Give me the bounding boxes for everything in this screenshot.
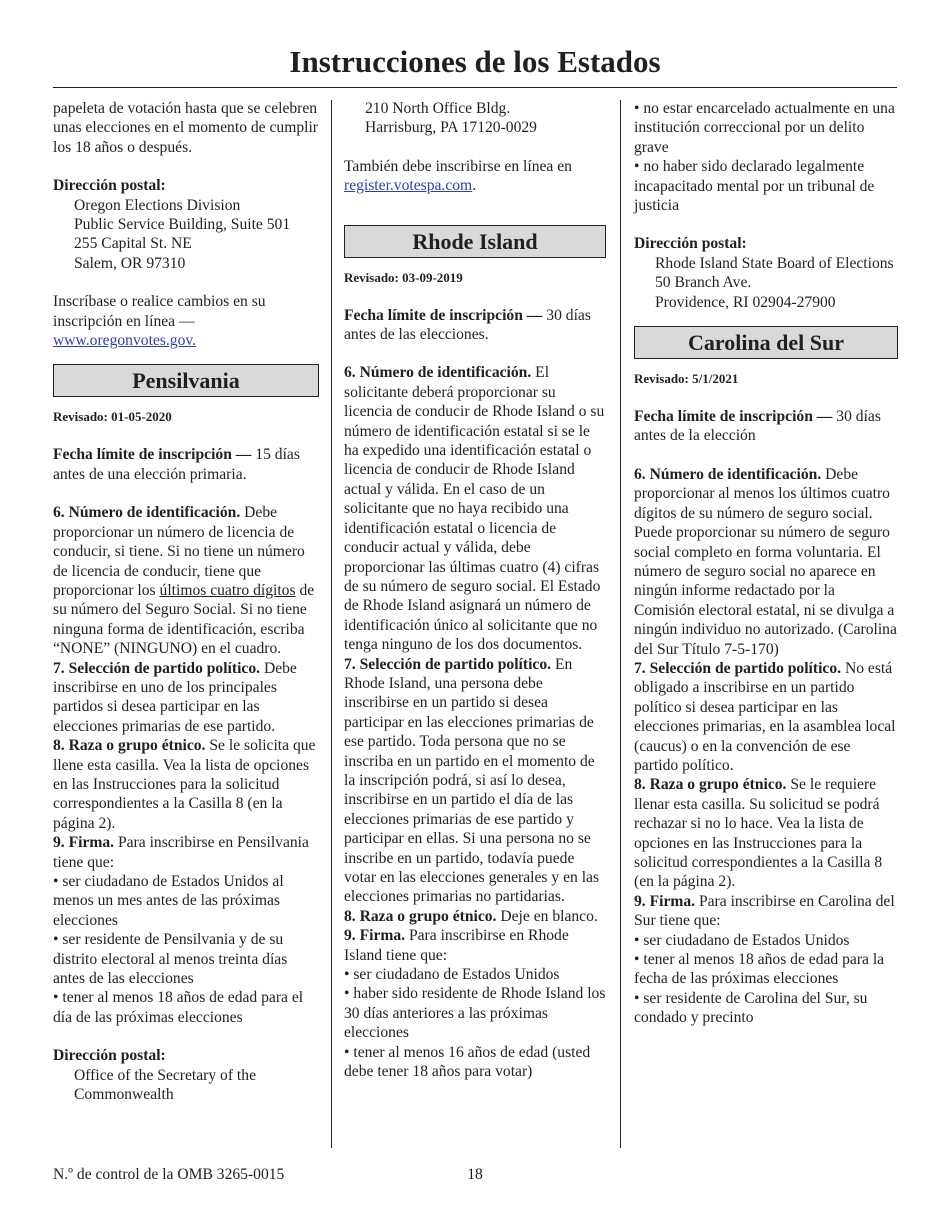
requirement-item: • ser residente de Carolina del Sur, su condado y precinto: [634, 989, 868, 1027]
mail-label: Dirección postal:: [53, 1047, 166, 1065]
party-section: 7. Selección de partido político. Debe inscribirse en uno de los principales partidos si desea participar en las elecciones primarias de ese partido.: [53, 659, 297, 735]
oregon-votes-link[interactable]: www.oregonvotes.gov.: [53, 332, 197, 350]
requirement-item: • ser ciudadano de Estados Unidos al menos un mes antes de las próximas elecciones: [53, 873, 284, 929]
deadline: Fecha límite de inscripción — 30 días antes de la elección: [634, 408, 881, 445]
party-section: 7. Selección de partido político. No está obligado a inscribirse en un partido político si desea participar en las elecciones primarias, en la asamblea local (caucus) o en la convención de ese partido político.: [634, 659, 896, 774]
address-line: Office of the Secretary of the Commonwealth: [74, 1066, 256, 1104]
votespa-link[interactable]: register.votespa.com: [344, 177, 473, 195]
requirement-item: • tener al menos 18 años de edad para el día de las próximas elecciones: [53, 989, 304, 1026]
deadline: Fecha límite de inscripción — 15 días antes de una elección primaria.: [53, 446, 300, 483]
id-number-section: 6. Número de identificación. Debe proporcionar un número de licencia de conducir, si tiene. Si no tiene un número de licencia de conducir, tiene que proporcionar los últimos cuatro dígitos de su número del Seguro Social. Si no tiene ninguna forma de identificación, escriba “NONE” (NINGUNO) en el cuadro.: [53, 504, 315, 658]
mail-label: Dirección postal:: [634, 235, 747, 253]
mail-label: Dirección postal:: [53, 177, 166, 195]
revised-date: Revisado: 01-05-2020: [53, 409, 172, 425]
title-rule: [53, 87, 897, 88]
pa-mail-address-cont: [344, 99, 606, 138]
ri-mail-address: [634, 254, 898, 312]
column-2: [344, 99, 606, 1081]
revised-date: Revisado: 5/1/2021: [634, 371, 739, 387]
requirement-item: • no estar encarcelado actualmente en una institución correccional por un delito grave: [634, 100, 895, 156]
address-line: Salem, OR 97310: [74, 254, 186, 272]
race-section: 8. Raza o grupo étnico. Se le solicita que llene esta casilla. Vea la lista de opciones en las Instrucciones para la solicitud correspondientes a la Casilla 8 (en la página 2).: [53, 737, 316, 832]
signature-section: 9. Firma. Para inscribirse en Pensilvania tiene que:: [53, 834, 309, 871]
requirement-item: • ser ciudadano de Estados Unidos: [344, 966, 560, 984]
requirement-item: • haber sido residente de Rhode Island los 30 días anteriores a las próximas elecciones: [344, 985, 606, 1042]
column-divider: [331, 100, 332, 1148]
requirement-item: • tener al menos 16 años de edad (usted debe tener 18 años para votar): [344, 1043, 591, 1081]
address-line: Rhode Island State Board of Elections: [655, 254, 894, 272]
column-divider: [620, 100, 621, 1148]
address-line: 255 Capital St. NE: [74, 235, 192, 253]
state-heading-rhode-island: Rhode Island: [344, 225, 606, 258]
address-line: Oregon Elections Division: [74, 196, 241, 214]
race-section: 8. Raza o grupo étnico. Se le requiere llenar esta casilla. Su solicitud se podrá rechazar si no lo hace. Vea la lista de opciones en las Instrucciones para la solicitud correspondientes a la Casilla 8 (en la página 2).: [634, 776, 883, 891]
state-heading-pennsylvania: Pensilvania: [53, 364, 319, 397]
requirement-item: • ser ciudadano de Estados Unidos: [634, 931, 850, 949]
column-3: [634, 99, 898, 1028]
address-line: 210 North Office Bldg.: [365, 100, 511, 117]
requirement-item: • ser residente de Pensilvania y de su distrito electoral al menos treinta días antes de las elecciones: [53, 931, 288, 988]
pa-online-text: También debe inscribirse en línea en register.votespa.com.: [344, 157, 572, 195]
address-line: Harrisburg, PA 17120-0029: [365, 119, 537, 137]
signature-section: 9. Firma. Para inscribirse en Rhode Island tiene que:: [344, 927, 569, 964]
requirement-item: • tener al menos 18 años de edad para la fecha de las próximas elecciones: [634, 951, 885, 988]
requirement-item: • no haber sido declarado legalmente incapacitado mental por un tribunal de justicia: [634, 158, 875, 215]
oregon-intro: papeleta de votación hasta que se celebren unas elecciones en el momento de cumplir los 18 años o después.: [53, 100, 319, 156]
id-number-section: 6. Número de identificación. El solicitante deberá proporcionar su licencia de conducir de Rhode Island o su número de identificación estatal si se le ha expedido una identificación estatal o licencia de conducir de Rhode Island actual y válida. En el caso de un solicitante que no haya recibido una identificación estatal o licencia de conducir actual y válida, debe proporcionar las últimas cuatro (4) cifras de su número de seguro social. El Estado de Rhode Island asignará un número de identificación único al solicitante que no tenga ninguno de los dos documentos.: [344, 364, 605, 654]
address-line: 50 Branch Ave.: [655, 274, 752, 292]
signature-section: 9. Firma. Para inscribirse en Carolina del Sur tiene que:: [634, 892, 895, 930]
pa-mail-address: [53, 1066, 299, 1105]
page-title: Instrucciones de los Estados: [289, 44, 661, 79]
party-section: 7. Selección de partido político. En Rhode Island, una persona debe inscribirse en un partido si desea participar en las elecciones primarias de ese partido. Toda persona que no se inscriba en un partido en el momento de la inscripción podrá, si así lo desea, inscribirse en un partido el día de las elecciones primarias de ese partido y participar en ellas. Si una persona no se inscribe en un partido, todavía puede votar en las elecciones generales y en las elecciones primarias no partidarias.: [344, 655, 600, 906]
deadline: Fecha límite de inscripción — 30 días antes de las elecciones.: [344, 306, 591, 344]
id-number-section: 6. Número de identificación. Debe proporcionar al menos los últimos cuatro dígitos de su número de seguro social. Puede proporcionar su número de seguro social completo en forma voluntaria. El número de seguro social no aparece en ningún informe redactado por la Comisión electoral estatal, ni se divulga a ningún individuo no autorizado. (Carolina del Sur Título 7-5-170): [634, 465, 897, 658]
race-section: 8. Raza o grupo étnico. Deje en blanco.: [344, 907, 598, 925]
page-number: 18: [467, 1166, 483, 1183]
address-line: Providence, RI 02904-27900: [655, 293, 836, 311]
revised-date: Revisado: 03-09-2019: [344, 269, 463, 285]
address-line: Public Service Building, Suite 501: [74, 216, 291, 234]
oregon-online-text: Inscríbase o realice cambios en su inscripción en línea — www.oregonvotes.gov.: [53, 293, 266, 350]
state-heading-south-carolina: Carolina del Sur: [634, 326, 898, 359]
omb-control-number: N.º de control de la OMB 3265-0015: [53, 1166, 285, 1183]
column-1: [53, 99, 319, 1104]
oregon-mail-address: [53, 196, 319, 274]
